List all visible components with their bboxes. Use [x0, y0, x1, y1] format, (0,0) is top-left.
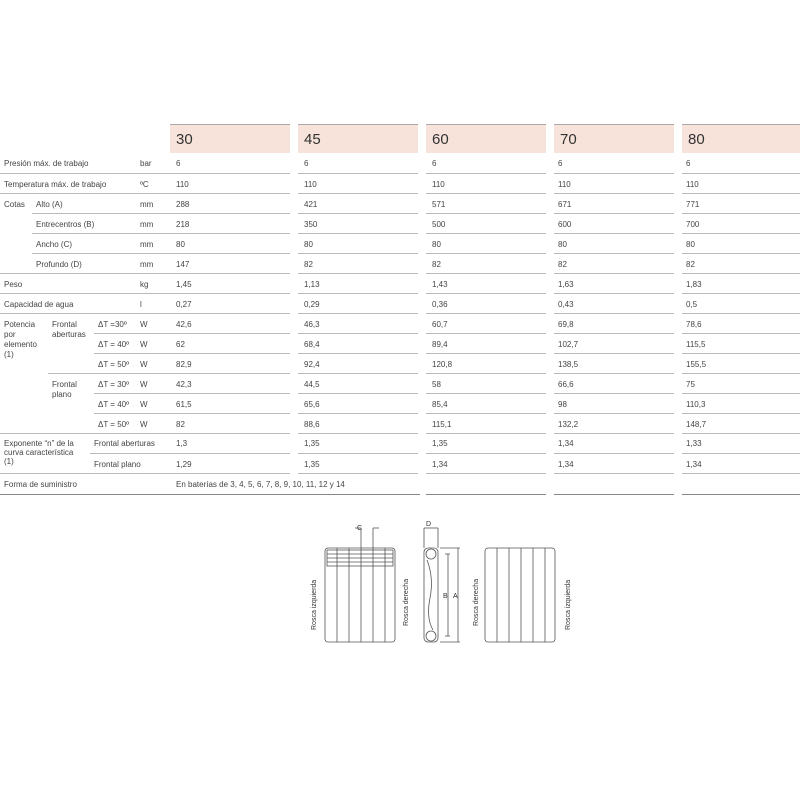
- label-alto: Alto (A): [36, 200, 63, 209]
- alto-value-30: 288: [176, 200, 190, 209]
- exp-aberturas-value-70: 1,34: [558, 439, 574, 448]
- alto-value-60: 571: [432, 200, 446, 209]
- row-divider: [426, 433, 546, 434]
- model-header-60: 60: [426, 124, 546, 153]
- label-frontal-plano-1: Frontal: [52, 380, 77, 389]
- capacidad-value-70: 0,43: [558, 300, 574, 309]
- label-potencia-3: elemento: [4, 340, 37, 349]
- potencia-aberturas-dt50-value-80: 155,5: [686, 360, 707, 369]
- potencia-aberturas-dt30-value-30: 42,6: [176, 320, 192, 329]
- row-divider: [170, 213, 290, 214]
- row-divider: [682, 433, 800, 434]
- alto-value-80: 771: [686, 200, 700, 209]
- unit-aberturas-dt40: W: [140, 340, 148, 349]
- row-divider: [170, 473, 290, 474]
- unit-plano-dt40: W: [140, 400, 148, 409]
- label-profundo: Profundo (D): [36, 260, 82, 269]
- label-plano-dt40: ΔT = 40º: [98, 400, 130, 409]
- potencia-plano-dt40-value-60: 85,4: [432, 400, 448, 409]
- label-potencia-1: Potencia: [4, 320, 36, 329]
- unit-plano-dt50: W: [140, 420, 148, 429]
- ancho-value-30: 80: [176, 240, 185, 249]
- unit-capacidad: l: [140, 300, 142, 309]
- presion-value-45: 6: [304, 159, 309, 168]
- potencia-plano-dt40-value-30: 61,5: [176, 400, 192, 409]
- row-divider: [682, 213, 800, 214]
- row-divider: [170, 293, 290, 294]
- row-divider: [298, 173, 418, 174]
- row-divider: [554, 293, 674, 294]
- row-divider: [682, 494, 800, 495]
- dim-label-d: D: [426, 521, 432, 528]
- row-divider: [170, 313, 290, 314]
- row-divider: [0, 494, 420, 495]
- row-divider: [170, 193, 290, 194]
- profundo-value-30: 147: [176, 260, 190, 269]
- capacidad-value-45: 0,29: [304, 300, 320, 309]
- dim-label-b: B: [443, 593, 448, 600]
- potencia-aberturas-dt30-value-80: 78,6: [686, 320, 702, 329]
- potencia-aberturas-dt30-value-60: 60,7: [432, 320, 448, 329]
- row-divider: [682, 473, 800, 474]
- row-divider: [298, 193, 418, 194]
- label-entrecentros: Entrecentros (B): [36, 220, 95, 229]
- row-divider: [426, 494, 546, 495]
- temperatura-value-30: 110: [176, 180, 189, 189]
- row-divider: [426, 253, 546, 254]
- row-divider: [94, 333, 170, 334]
- potencia-aberturas-dt40-value-30: 62: [176, 340, 185, 349]
- label-frontal-aberturas-1: Frontal: [52, 320, 77, 329]
- label-exponente-3: (1): [4, 457, 14, 466]
- potencia-aberturas-dt40-value-70: 102,7: [558, 340, 579, 349]
- model-header-80: 80: [682, 124, 800, 153]
- entrecentros-value-60: 500: [432, 220, 446, 229]
- row-divider: [682, 373, 800, 374]
- row-divider: [298, 233, 418, 234]
- row-divider: [0, 273, 170, 274]
- exp-plano-value-30: 1,29: [176, 460, 192, 469]
- label-plano-dt50: ΔT = 50º: [98, 420, 130, 429]
- row-divider: [298, 373, 418, 374]
- row-divider: [298, 293, 418, 294]
- row-divider: [426, 293, 546, 294]
- row-divider: [682, 233, 800, 234]
- label-suministro: Forma de suministro: [4, 480, 77, 489]
- row-divider: [170, 333, 290, 334]
- presion-value-80: 6: [686, 159, 691, 168]
- row-divider: [554, 313, 674, 314]
- row-divider: [554, 233, 674, 234]
- row-divider: [170, 173, 290, 174]
- unit-peso: kg: [140, 280, 149, 289]
- potencia-plano-dt40-value-80: 110,3: [686, 400, 706, 409]
- peso-value-80: 1,83: [686, 280, 702, 289]
- profundo-value-80: 82: [686, 260, 695, 269]
- row-divider: [298, 453, 418, 454]
- model-header-30: 30: [170, 124, 290, 153]
- temperatura-value-80: 110: [686, 180, 699, 189]
- label-exp-plano: Frontal plano: [94, 460, 141, 469]
- row-divider: [0, 473, 170, 474]
- potencia-aberturas-dt40-value-45: 68,4: [304, 340, 320, 349]
- row-divider: [554, 353, 674, 354]
- row-divider: [298, 273, 418, 274]
- row-divider: [682, 353, 800, 354]
- row-divider: [554, 473, 674, 474]
- row-divider: [298, 313, 418, 314]
- row-divider: [426, 353, 546, 354]
- row-divider: [298, 393, 418, 394]
- label-aberturas-dt30: ΔT =30º: [98, 320, 127, 329]
- row-divider: [298, 253, 418, 254]
- row-divider: [32, 253, 170, 254]
- label-potencia-4: (1): [4, 350, 14, 359]
- profundo-value-70: 82: [558, 260, 567, 269]
- temperatura-value-70: 110: [558, 180, 571, 189]
- exp-aberturas-value-30: 1,3: [176, 439, 188, 448]
- row-divider: [682, 333, 800, 334]
- row-divider: [0, 193, 170, 194]
- row-divider: [426, 333, 546, 334]
- entrecentros-value-45: 350: [304, 220, 318, 229]
- unit-aberturas-dt50: W: [140, 360, 148, 369]
- entrecentros-value-80: 700: [686, 220, 700, 229]
- label-temperatura: Temperatura máx. de trabajo: [4, 180, 107, 189]
- row-divider: [554, 333, 674, 334]
- row-divider: [426, 393, 546, 394]
- exp-plano-value-60: 1,34: [432, 460, 448, 469]
- ancho-value-60: 80: [432, 240, 441, 249]
- potencia-aberturas-dt50-value-45: 92,4: [304, 360, 320, 369]
- unit-alto: mm: [140, 200, 154, 209]
- label-presion: Presión máx. de trabajo: [4, 159, 89, 168]
- peso-value-70: 1,63: [558, 280, 574, 289]
- ancho-value-70: 80: [558, 240, 567, 249]
- row-divider: [170, 253, 290, 254]
- row-divider: [170, 373, 290, 374]
- potencia-aberturas-dt40-value-60: 89,4: [432, 340, 448, 349]
- capacidad-value-60: 0,36: [432, 300, 448, 309]
- row-divider: [90, 453, 170, 454]
- unit-presion: bar: [140, 159, 152, 168]
- potencia-plano-dt50-value-45: 88,6: [304, 420, 320, 429]
- potencia-plano-dt30-value-60: 58: [432, 380, 441, 389]
- row-divider: [682, 393, 800, 394]
- potencia-aberturas-dt30-value-70: 69,8: [558, 320, 574, 329]
- exp-aberturas-value-80: 1,33: [686, 439, 702, 448]
- label-aberturas-dt40: ΔT = 40º: [98, 340, 130, 349]
- value-suministro: En baterías de 3, 4, 5, 6, 7, 8, 9, 10, 11, 12 y 14: [176, 480, 345, 489]
- row-divider: [298, 473, 418, 474]
- unit-entrecentros: mm: [140, 220, 154, 229]
- row-divider: [94, 393, 170, 394]
- radiator-technical-drawing: [300, 518, 590, 648]
- row-divider: [426, 313, 546, 314]
- rosca-izquierda-rear: Rosca izquierda: [565, 579, 572, 630]
- row-divider: [682, 453, 800, 454]
- exp-plano-value-45: 1,35: [304, 460, 320, 469]
- entrecentros-value-30: 218: [176, 220, 190, 229]
- row-divider: [94, 413, 170, 414]
- row-divider: [298, 433, 418, 434]
- peso-value-30: 1,45: [176, 280, 192, 289]
- row-divider: [170, 413, 290, 414]
- label-exponente-2: curva característica: [4, 448, 74, 457]
- row-divider: [426, 173, 546, 174]
- row-divider: [554, 193, 674, 194]
- rosca-derecha-side: Rosca derecha: [403, 578, 410, 626]
- unit-aberturas-dt30: W: [140, 320, 148, 329]
- temperatura-value-45: 110: [304, 180, 317, 189]
- row-divider: [298, 213, 418, 214]
- row-divider: [170, 393, 290, 394]
- potencia-plano-dt40-value-45: 65,6: [304, 400, 320, 409]
- label-potencia-2: por: [4, 330, 16, 339]
- row-divider: [426, 453, 546, 454]
- potencia-aberturas-dt40-value-80: 115,5: [686, 340, 706, 349]
- row-divider: [682, 293, 800, 294]
- alto-value-70: 671: [558, 200, 572, 209]
- row-divider: [554, 393, 674, 394]
- row-divider: [682, 313, 800, 314]
- presion-value-30: 6: [176, 159, 181, 168]
- row-divider: [554, 433, 674, 434]
- rosca-izquierda-front: Rosca izquierda: [311, 579, 318, 630]
- potencia-plano-dt30-value-45: 44,5: [304, 380, 320, 389]
- row-divider: [554, 413, 674, 414]
- profundo-value-45: 82: [304, 260, 313, 269]
- row-divider: [554, 253, 674, 254]
- row-divider: [426, 413, 546, 414]
- presion-value-70: 6: [558, 159, 563, 168]
- row-divider: [170, 233, 290, 234]
- dim-label-a: A: [453, 593, 458, 600]
- exp-aberturas-value-45: 1,35: [304, 439, 320, 448]
- row-divider: [554, 373, 674, 374]
- exp-aberturas-value-60: 1,35: [432, 439, 448, 448]
- label-peso: Peso: [4, 280, 23, 289]
- row-divider: [94, 353, 170, 354]
- entrecentros-value-70: 600: [558, 220, 572, 229]
- label-cotas: Cotas: [4, 200, 25, 209]
- potencia-plano-dt50-value-80: 148,7: [686, 420, 707, 429]
- label-exp-aberturas: Frontal aberturas: [94, 439, 155, 448]
- potencia-plano-dt30-value-30: 42,3: [176, 380, 192, 389]
- row-divider: [170, 453, 290, 454]
- row-divider: [682, 173, 800, 174]
- capacidad-value-30: 0,27: [176, 300, 192, 309]
- row-divider: [298, 413, 418, 414]
- capacidad-value-80: 0,5: [686, 300, 698, 309]
- unit-temperatura: ºC: [140, 180, 149, 189]
- row-divider: [0, 433, 170, 434]
- potencia-aberturas-dt50-value-30: 82,9: [176, 360, 192, 369]
- label-exponente-1: Exponente “n” de la: [4, 439, 74, 448]
- potencia-plano-dt30-value-80: 75: [686, 380, 695, 389]
- row-divider: [48, 373, 170, 374]
- row-divider: [426, 273, 546, 274]
- peso-value-60: 1,43: [432, 280, 448, 289]
- potencia-aberturas-dt30-value-45: 46,3: [304, 320, 320, 329]
- temperatura-value-60: 110: [432, 180, 445, 189]
- row-divider: [554, 494, 674, 495]
- ancho-value-80: 80: [686, 240, 695, 249]
- potencia-plano-dt30-value-70: 66,6: [558, 380, 574, 389]
- row-divider: [682, 253, 800, 254]
- potencia-plano-dt50-value-30: 82: [176, 420, 185, 429]
- potencia-aberturas-dt50-value-70: 138,5: [558, 360, 579, 369]
- row-divider: [0, 293, 170, 294]
- rear-view-body: [485, 548, 555, 642]
- label-capacidad: Capacidad de agua: [4, 300, 74, 309]
- potencia-plano-dt40-value-70: 98: [558, 400, 567, 409]
- exp-plano-value-80: 1,34: [686, 460, 702, 469]
- row-divider: [0, 313, 170, 314]
- row-divider: [170, 433, 290, 434]
- potencia-aberturas-dt50-value-60: 120,8: [432, 360, 453, 369]
- unit-ancho: mm: [140, 240, 154, 249]
- row-divider: [682, 413, 800, 414]
- row-divider: [426, 213, 546, 214]
- row-divider: [298, 353, 418, 354]
- side-view-body: [424, 548, 438, 642]
- row-divider: [554, 173, 674, 174]
- model-header-70: 70: [554, 124, 674, 153]
- row-divider: [0, 173, 170, 174]
- label-frontal-aberturas-2: aberturas: [52, 330, 86, 339]
- label-aberturas-dt50: ΔT = 50º: [98, 360, 130, 369]
- row-divider: [426, 473, 546, 474]
- row-divider: [32, 233, 170, 234]
- row-divider: [170, 273, 290, 274]
- row-divider: [426, 193, 546, 194]
- row-divider: [554, 453, 674, 454]
- alto-value-45: 421: [304, 200, 318, 209]
- potencia-plano-dt50-value-60: 115,1: [432, 420, 452, 429]
- dim-label-c: C: [357, 525, 363, 532]
- row-divider: [554, 273, 674, 274]
- label-ancho: Ancho (C): [36, 240, 73, 249]
- profundo-value-60: 82: [432, 260, 441, 269]
- row-divider: [298, 333, 418, 334]
- row-divider: [170, 353, 290, 354]
- rosca-derecha-rear: Rosca derecha: [473, 578, 480, 626]
- unit-plano-dt30: W: [140, 380, 148, 389]
- presion-value-60: 6: [432, 159, 437, 168]
- label-frontal-plano-2: plano: [52, 390, 72, 399]
- model-header-45: 45: [298, 124, 418, 153]
- ancho-value-45: 80: [304, 240, 313, 249]
- unit-profundo: mm: [140, 260, 154, 269]
- row-divider: [426, 233, 546, 234]
- potencia-plano-dt50-value-70: 132,2: [558, 420, 579, 429]
- label-plano-dt30: ΔT = 30º: [98, 380, 130, 389]
- row-divider: [682, 273, 800, 274]
- row-divider: [426, 373, 546, 374]
- row-divider: [682, 193, 800, 194]
- row-divider: [554, 213, 674, 214]
- peso-value-45: 1,13: [304, 280, 320, 289]
- exp-plano-value-70: 1,34: [558, 460, 574, 469]
- row-divider: [32, 213, 170, 214]
